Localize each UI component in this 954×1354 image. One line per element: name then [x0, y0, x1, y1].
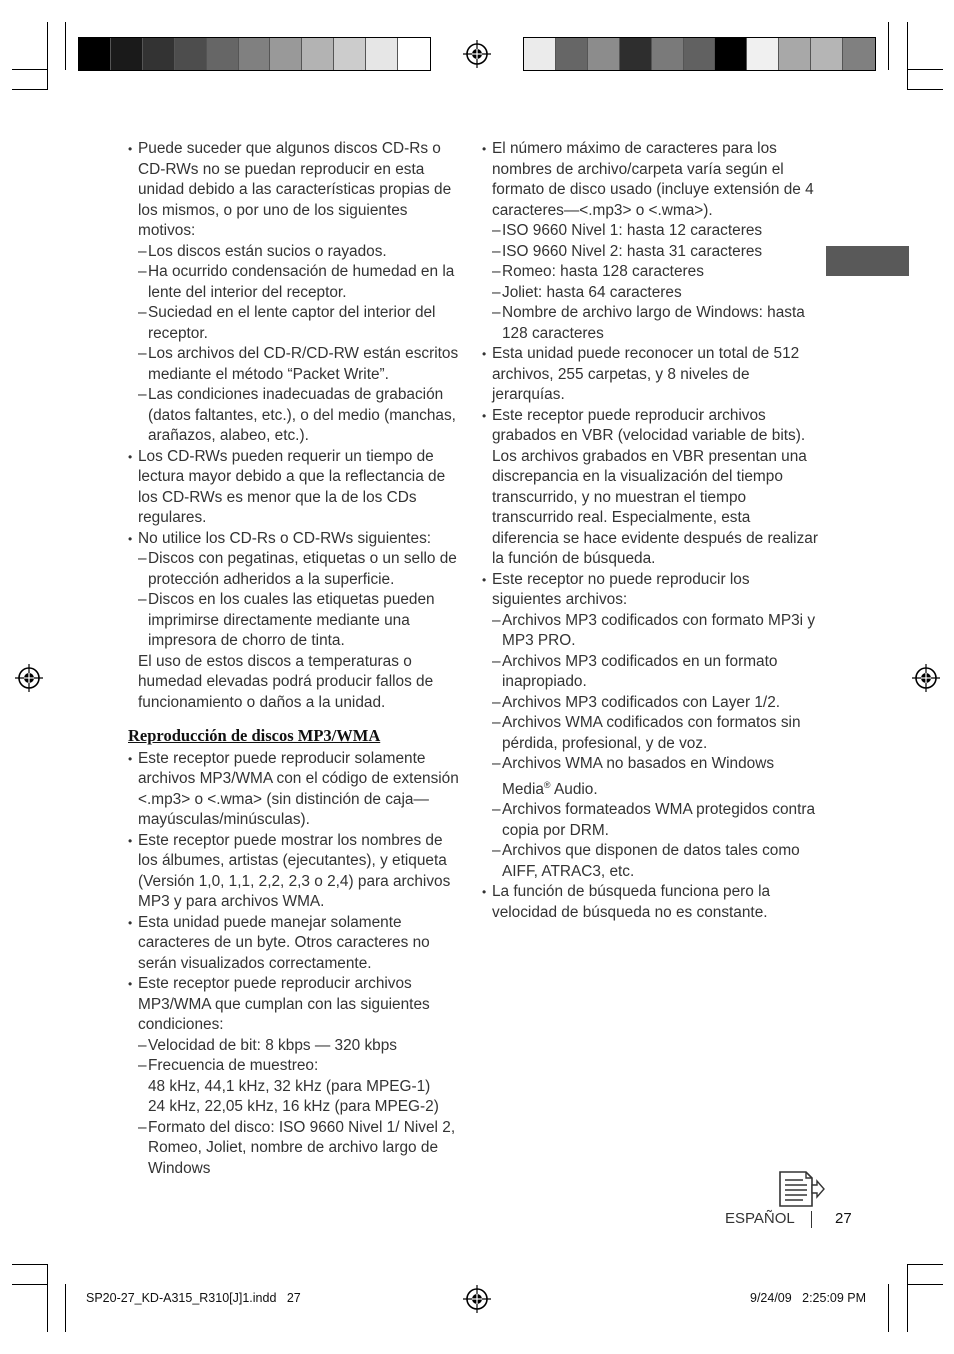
crop-mark	[908, 69, 943, 70]
crop-mark	[908, 1284, 943, 1285]
color-swatch	[588, 38, 620, 70]
frequency-line: 48 kHz, 44,1 kHz, 32 kHz (para MPEG-1)	[148, 1077, 431, 1095]
footer-language: ESPAÑOL	[725, 1210, 795, 1227]
crop-mark	[12, 1264, 47, 1265]
sub-item: – Archivos WMA no basados en Windows Media® Audio.	[492, 755, 775, 798]
color-swatch	[366, 38, 398, 70]
crop-mark	[65, 22, 66, 70]
footer-divider	[811, 1211, 812, 1228]
sub-item: – Joliet: hasta 64 caracteres	[492, 283, 682, 301]
sub-item: – Velocidad de bit: 8 kbps — 320 kbps	[138, 1036, 397, 1054]
sub-item: – Archivos MP3 codificados con Layer 1/2.	[492, 693, 781, 711]
color-swatch	[239, 38, 271, 70]
color-swatch	[556, 38, 588, 70]
crop-mark	[907, 22, 908, 90]
crop-mark	[908, 1264, 943, 1265]
registration-mark-icon	[462, 1284, 492, 1314]
color-swatch	[811, 38, 843, 70]
color-swatch	[302, 38, 334, 70]
list-item: • El número máximo de caracteres para los nombres de archivo/carpeta varía según el formato de disco usado (incluye extensión de 4 caracteres—<.mp3> o <.wma>).	[482, 139, 818, 221]
sub-item: – Discos con pegatinas, etiquetas o un sello de protección adheridos a la superficie.	[138, 550, 457, 588]
sub-item: – ISO 9660 Nivel 2: hasta 31 caracteres	[492, 242, 763, 260]
frequency-line: 24 kHz, 22,05 kHz, 16 kHz (para MPEG-2)	[148, 1098, 439, 1115]
registered-mark: ®	[543, 779, 551, 790]
color-swatch	[111, 38, 143, 70]
page-number: 27	[835, 1210, 852, 1227]
sub-item: – Archivos WMA codificados con formatos sin pérdida, profesional, y de voz.	[492, 714, 801, 752]
slug-date: 9/24/09 2:25:09 PM	[750, 1291, 867, 1305]
slug-filename: SP20-27_KD-A315_R310[J]1.indd 27	[86, 1291, 301, 1305]
sub-item: – Romeo: hasta 128 caracteres	[492, 263, 704, 280]
sub-item: – Los archivos del CD-R/CD-RW están escritos mediante el método “Packet Write”.	[138, 345, 459, 383]
sub-item: – Formato del disco: ISO 9660 Nivel 1/ Nivel 2, Romeo, Joliet, nombre de archivo largo de Windows	[138, 1118, 456, 1177]
right-column	[482, 139, 818, 923]
sub-item: – Ha ocurrido condensación de humedad en la lente del interior del receptor.	[138, 263, 455, 301]
crop-mark	[12, 89, 47, 90]
crop-mark	[47, 22, 48, 90]
registration-mark-icon	[14, 663, 44, 693]
sub-item: – Las condiciones inadecuadas de grabación (datos faltantes, etc.), o del medio (manchas, arañazos, alabeo, etc.).	[138, 386, 456, 444]
sub-item: – Archivos que disponen de datos tales como AIFF, ATRAC3, etc.	[492, 842, 800, 880]
color-swatch	[684, 38, 716, 70]
sub-item: – Archivos MP3 codificados en un formato inapropiado.	[492, 652, 778, 690]
color-swatch	[715, 38, 747, 70]
color-swatch	[652, 38, 684, 70]
color-swatch	[270, 38, 302, 70]
crop-mark	[65, 1284, 66, 1332]
sub-item: – Suciedad en el lente captor del interior del receptor.	[138, 304, 436, 342]
list-item: • La función de búsqueda funciona pero la velocidad de búsqueda no es constante.	[482, 882, 818, 923]
list-item: • Esta unidad puede reconocer un total de 512 archivos, 255 carpetas, y 8 niveles de jerarquías.	[482, 344, 818, 406]
color-swatch	[207, 38, 239, 70]
color-swatch	[843, 38, 875, 70]
sub-item: – Frecuencia de muestreo:	[138, 1057, 319, 1074]
list-item: • Puede suceder que algunos discos CD-Rs o CD-RWs no se puedan reproducir en esta unidad debido a las características propias de los mismos, o por uno de los siguientes motivos:	[128, 139, 460, 242]
list-item: • Este receptor puede reproducir archivos MP3/WMA que cumplan con las siguientes condiciones:	[128, 974, 460, 1036]
sub-item: – Los discos están sucios o rayados.	[138, 242, 387, 260]
crop-mark	[888, 22, 889, 70]
color-swatch	[143, 38, 175, 70]
document-continue-icon	[776, 1170, 826, 1208]
crop-mark	[907, 1264, 908, 1332]
list-item: • Este receptor puede mostrar los nombres de los álbumes, artistas (ejecutantes), y etiqueta (Versión 1,0, 1,1, 2,2, 2,3 o 2,4) para archivos MP3 y para archivos WMA.	[128, 831, 460, 913]
crop-mark	[888, 1284, 889, 1332]
color-swatch	[747, 38, 779, 70]
language-tab	[826, 246, 909, 276]
color-swatch	[398, 38, 430, 70]
crop-mark	[47, 1264, 48, 1332]
color-swatch	[779, 38, 811, 70]
sub-item: – Nombre de archivo largo de Windows: hasta 128 caracteres	[492, 304, 805, 342]
sub-item: – Archivos MP3 codificados con formato MP3i y MP3 PRO.	[492, 611, 816, 649]
color-swatch	[524, 38, 556, 70]
note-text: El uso de estos discos a temperaturas o humedad elevadas podrá producir fallos de funcionamiento o daños a la unidad.	[138, 652, 434, 711]
list-item: • Este receptor puede reproducir archivos grabados en VBR (velocidad variable de bits). Los archivos grabados en VBR presentan una discrepancia en la visualización del tiempo transcurrido, y no muestran el tiempo transcurrido real. Especialmente, esta diferencia se hace evidente después de realizar la función de búsqueda.	[482, 406, 818, 570]
color-swatch	[79, 38, 111, 70]
color-swatch	[175, 38, 207, 70]
sub-item: – Archivos formateados WMA protegidos contra copia por DRM.	[492, 801, 816, 839]
crop-mark	[908, 89, 943, 90]
sub-item: – ISO 9660 Nivel 1: hasta 12 caracteres	[492, 222, 763, 239]
registration-mark-icon	[462, 39, 492, 69]
crop-mark	[12, 1284, 47, 1285]
left-column	[128, 139, 460, 1179]
crop-mark	[12, 69, 47, 70]
section-title: Reproducción de discos MP3/WMA	[128, 726, 381, 745]
color-swatch	[334, 38, 366, 70]
list-item: • Esta unidad puede manejar solamente caracteres de un byte. Otros caracteres no serán visualizados correctamente.	[128, 913, 460, 975]
list-item: • Los CD-RWs pueden requerir un tiempo de lectura mayor debido a que la reflectancia de los CD-RWs es menor que la de los CDs regulares.	[128, 447, 460, 529]
color-bar-left	[78, 37, 431, 71]
list-item: • Este receptor no puede reproducir los siguientes archivos:	[482, 570, 818, 611]
list-item: • Este receptor puede reproducir solamente archivos MP3/WMA con el código de extensión <.mp3> o <.wma> (sin distinción de caja—mayúsculas/minúsculas).	[128, 749, 460, 831]
list-item: • No utilice los CD-Rs o CD-RWs siguientes:	[128, 529, 460, 550]
color-bar-right	[523, 37, 876, 71]
registration-mark-icon	[911, 663, 941, 693]
color-swatch	[620, 38, 652, 70]
sub-item: – Discos en los cuales las etiquetas pueden imprimirse directamente mediante una impresora de chorro de tinta.	[138, 591, 435, 649]
